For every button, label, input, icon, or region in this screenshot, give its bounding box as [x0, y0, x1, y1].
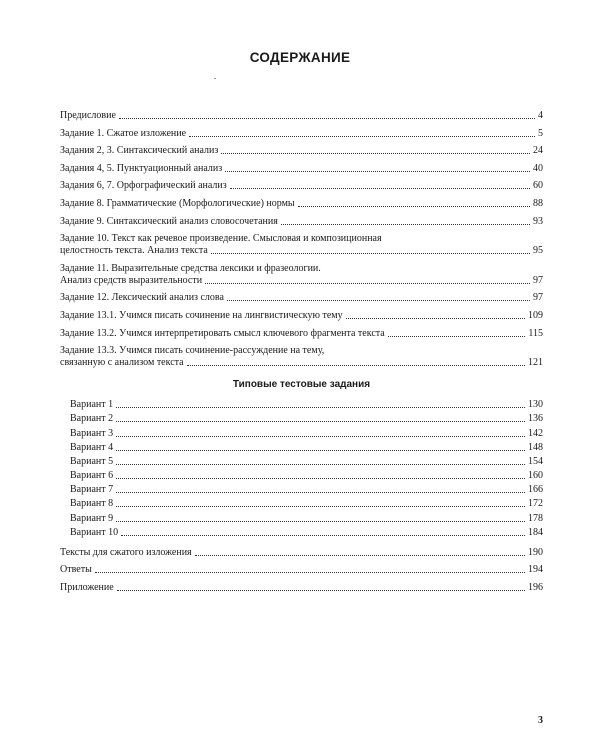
toc-entry — [60, 163, 543, 175]
toc-entry — [60, 145, 543, 157]
toc-entry-page: 166 — [528, 484, 543, 496]
toc-entry — [70, 399, 543, 411]
toc-entry-multiline — [60, 345, 543, 369]
toc-entry-page: 93 — [533, 215, 543, 227]
toc-entry-label-line1: Задание 13.3. Учимся писать сочинение-рассуждение на тему, — [60, 345, 325, 357]
toc-entry-label: Задание 9. Синтаксический анализ словосочетания — [60, 215, 278, 227]
dot-leader — [116, 436, 525, 437]
dot-leader — [187, 365, 525, 366]
dot-leader — [116, 521, 525, 522]
toc-entry-page: 97 — [533, 292, 543, 304]
toc-entry-label: Задание 13.1. Учимся писать сочинение на лингвистическую тему — [60, 309, 343, 321]
toc-variant-entries — [70, 399, 543, 539]
toc-entry — [70, 484, 543, 496]
toc-entry-page: 160 — [528, 470, 543, 482]
dot-leader — [388, 336, 526, 337]
toc-entry-label-line1: Задание 11. Выразительные средства лексики и фразеологии. — [60, 262, 321, 274]
toc-entry-label: Ответы — [60, 564, 92, 576]
dot-leader — [195, 555, 525, 556]
toc-entry-page: 136 — [528, 413, 543, 425]
toc-entry-multiline — [60, 263, 543, 287]
toc-entry — [70, 470, 543, 482]
toc-entry — [60, 310, 543, 322]
toc-entry-page: 178 — [528, 512, 543, 524]
toc-entry — [70, 513, 543, 525]
toc-entry-label: Вариант 2 — [70, 413, 114, 425]
dot-leader — [117, 590, 525, 591]
dot-leader — [121, 535, 525, 536]
toc-entry-page: 148 — [528, 441, 543, 453]
toc-entry-label: связанную с анализом текста — [60, 357, 184, 369]
toc-entry-label: Предисловие — [60, 110, 116, 121]
toc-entry-label: Тексты для сжатого изложения — [60, 546, 192, 558]
toc-entry-page: 121 — [528, 357, 543, 369]
toc-entry-label: Вариант 1 — [70, 399, 114, 411]
toc-entry — [60, 275, 543, 287]
toc-entry-page: 109 — [528, 309, 543, 321]
toc-entry-label-line1: Задание 10. Текст как речевое произведение. Смысловая и композиционная — [60, 233, 382, 245]
dot-leader — [116, 506, 525, 507]
dot-leader — [116, 421, 525, 422]
toc-entry — [60, 180, 543, 192]
toc-entry-page: 190 — [528, 546, 543, 558]
toc-entry-label: Вариант 9 — [70, 512, 114, 524]
dot-leader — [119, 118, 535, 119]
toc-entry-label: целостность текста. Анализ текста — [60, 245, 208, 257]
toc-entry-page: 4 — [538, 110, 543, 121]
toc-after-entries — [60, 547, 543, 594]
toc-entry — [60, 245, 543, 257]
toc-entry — [60, 198, 543, 210]
section-heading: Типовые тестовые задания — [232, 379, 371, 391]
dot-leader — [116, 478, 525, 479]
toc-entry-page: 154 — [528, 455, 543, 467]
toc-entry-page: 5 — [538, 127, 543, 139]
toc-entry — [70, 456, 543, 468]
dot-leader — [227, 300, 530, 301]
dot-leader — [298, 206, 530, 207]
toc-entry-label: Приложение — [60, 582, 114, 593]
toc-entry-label: Вариант 6 — [70, 470, 114, 482]
toc-entry-page: 194 — [528, 564, 543, 576]
toc-entry-page: 115 — [528, 327, 543, 339]
toc-entry-page: 184 — [528, 526, 543, 538]
toc-entry — [70, 527, 543, 539]
toc-entry — [70, 442, 543, 454]
toc-entry — [70, 498, 543, 510]
toc-entry-label: Задания 4, 5. Пунктуационный анализ — [60, 162, 223, 174]
toc-entry-page: 95 — [533, 245, 543, 257]
toc-entry-page: 24 — [533, 145, 543, 157]
dot-leader — [211, 253, 530, 254]
toc-entry — [60, 582, 543, 594]
toc-entry — [60, 292, 543, 304]
toc-entry-label: Задание 13.2. Учимся интерпретировать смысл ключевого фрагмента текста — [60, 327, 385, 339]
toc-entry-page: 60 — [533, 180, 543, 192]
toc-entry-label: Задание 8. Грамматические (Морфологические) нормы — [60, 197, 295, 209]
dot-leader — [230, 188, 530, 189]
toc-entry — [70, 413, 543, 425]
toc-entry-label: Задания 6, 7. Орфографический анализ — [60, 180, 227, 192]
toc-entry-page: 40 — [533, 162, 543, 174]
dot-leader — [116, 492, 525, 493]
dot-leader — [281, 224, 530, 225]
table-of-contents — [60, 110, 543, 600]
toc-entry — [60, 128, 543, 140]
dot-leader — [205, 283, 530, 284]
toc-main-entries — [60, 110, 543, 369]
toc-entry-label: Вариант 7 — [70, 484, 114, 496]
dot-leader — [225, 171, 530, 172]
toc-entry-page: 196 — [528, 582, 543, 593]
toc-entry-label: Вариант 4 — [70, 441, 114, 453]
toc-entry — [60, 547, 543, 559]
toc-entry-page: 130 — [528, 399, 543, 411]
toc-entry-label: Вариант 10 — [70, 526, 119, 538]
toc-entry-label: Задание 12. Лексический анализ слова — [60, 292, 224, 304]
dot-leader — [346, 318, 525, 319]
toc-entry-label: Задание 1. Сжатое изложение — [60, 127, 187, 139]
toc-entry — [60, 328, 543, 340]
toc-entry — [60, 110, 543, 122]
dot-leader — [189, 136, 535, 137]
toc-entry — [70, 428, 543, 440]
toc-entry-page: 172 — [528, 498, 543, 510]
toc-entry — [60, 564, 543, 576]
dot-leader — [116, 450, 525, 451]
dot-leader — [116, 464, 525, 465]
toc-entry-label: Задания 2, 3. Синтаксический анализ — [60, 145, 219, 157]
toc-entry-page: 97 — [533, 274, 543, 286]
toc-entry-page: 142 — [528, 427, 543, 439]
toc-entry-label: Вариант 8 — [70, 498, 114, 510]
dot-leader — [95, 572, 525, 573]
toc-entry-page: 88 — [533, 197, 543, 209]
toc-entry-label: Анализ средств выразительности — [60, 274, 203, 286]
toc-entry-multiline — [60, 233, 543, 257]
page-title: СОДЕРЖАНИЕ — [249, 50, 351, 65]
toc-entry — [60, 216, 543, 228]
print-speck — [214, 78, 216, 79]
dot-leader — [116, 407, 525, 408]
dot-leader — [221, 153, 530, 154]
page-number: 3 — [538, 715, 543, 726]
toc-entry — [60, 357, 543, 369]
toc-entry-label: Вариант 3 — [70, 427, 114, 439]
toc-entry-label: Вариант 5 — [70, 455, 114, 467]
